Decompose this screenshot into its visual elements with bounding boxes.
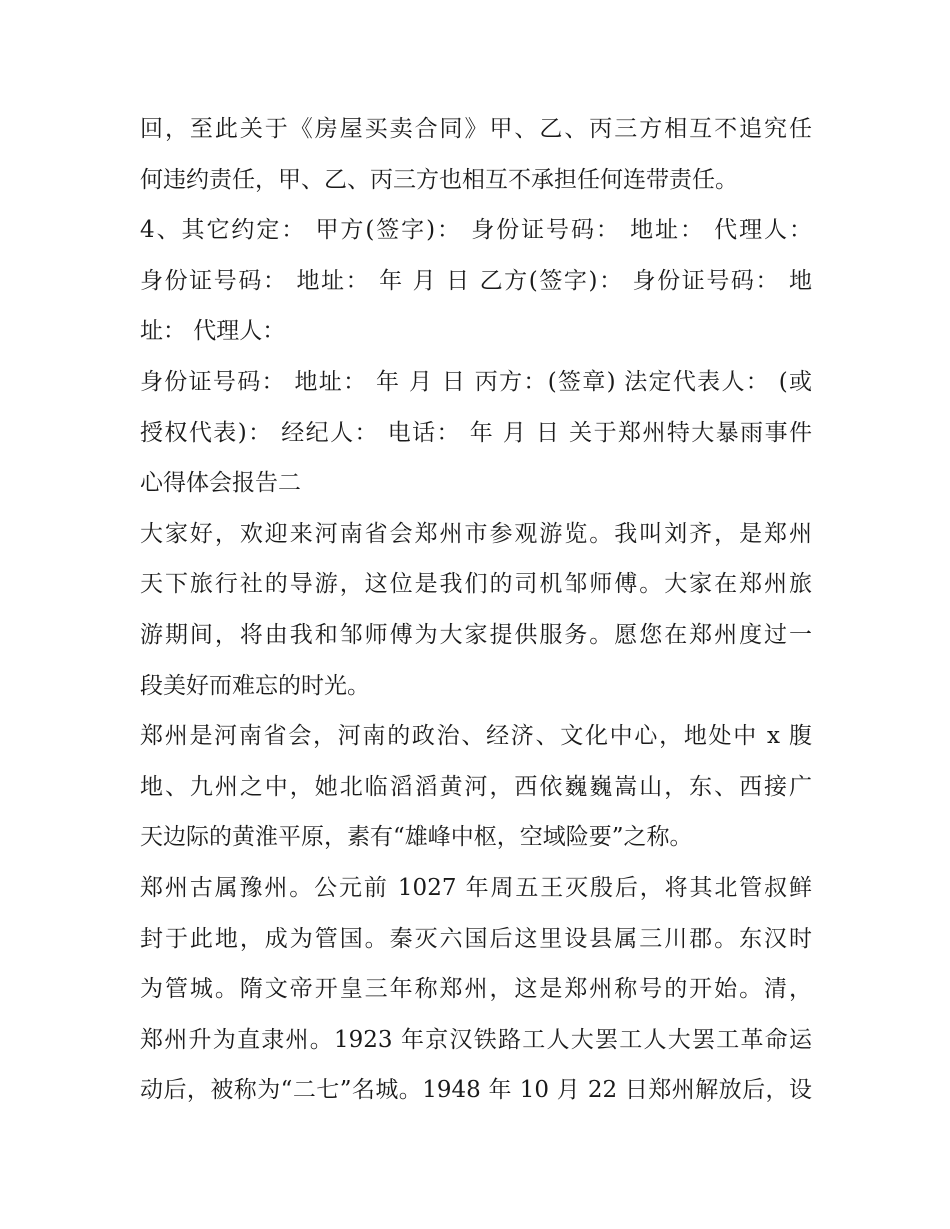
body-text [140,104,812,1116]
text-line: 郑州升为直隶州。1923 年京汉铁路工人大罢工人大罢工革命运 [140,1026,812,1053]
text-line: 天边际的黄淮平原，素有“雄峰中枢，空域险要”之称。 [140,824,693,851]
text-line: 大家好，欢迎来河南省会郑州市参观游览。我叫刘齐，是郑州 [140,520,812,547]
text-line: 动后，被称为“二七”名城。1948 年 10 月 22 日郑州解放后，设 [140,1077,812,1104]
text-line: 址： 代理人： [140,318,286,345]
text-line: 封于此地，成为管国。秦灭六国后这里设县属三川郡。东汉时 [140,925,812,952]
text-line: 心得体会报告二 [140,470,301,497]
text-line: 地、九州之中，她北临滔滔黄河，西依巍巍嵩山，东、西接广 [140,773,812,800]
text-line: 天下旅行社的导游，这位是我们的司机邹师傅。大家在郑州旅 [140,571,812,598]
text-line: 4、其它约定： 甲方(签字)： 身份证号码： 地址： 代理人： [140,217,812,244]
text-line: 身份证号码： 地址： 年 月 日 丙方：(签章) 法定代表人： (或 [140,368,812,395]
text-line: 游期间，将由我和邹师傅为大家提供服务。愿您在郑州度过一 [140,621,812,648]
text-line: 回，至此关于《房屋买卖合同》甲、乙、丙三方相互不追究任 [140,116,812,142]
text-line: 段美好而难忘的时光。 [140,672,370,699]
text-line: 何违约责任，甲、乙、丙三方也相互不承担任何连带责任。 [140,166,738,193]
text-line: 郑州古属豫州。公元前 1027 年周五王灭殷后，将其北管叔鲜 [140,874,812,901]
text-line: 为管城。隋文帝开皇三年称郑州，这是郑州称号的开始。清， [140,976,812,1003]
text-line: 身份证号码： 地址： 年 月 日 乙方(签字)： 身份证号码： 地 [140,267,812,294]
text-line: 郑州是河南省会，河南的政治、经济、文化中心，地处中 x 腹 [140,723,812,750]
text-line: 授权代表)： 经纪人： 电话： 年 月 日 关于郑州特大暴雨事件 [140,419,812,446]
